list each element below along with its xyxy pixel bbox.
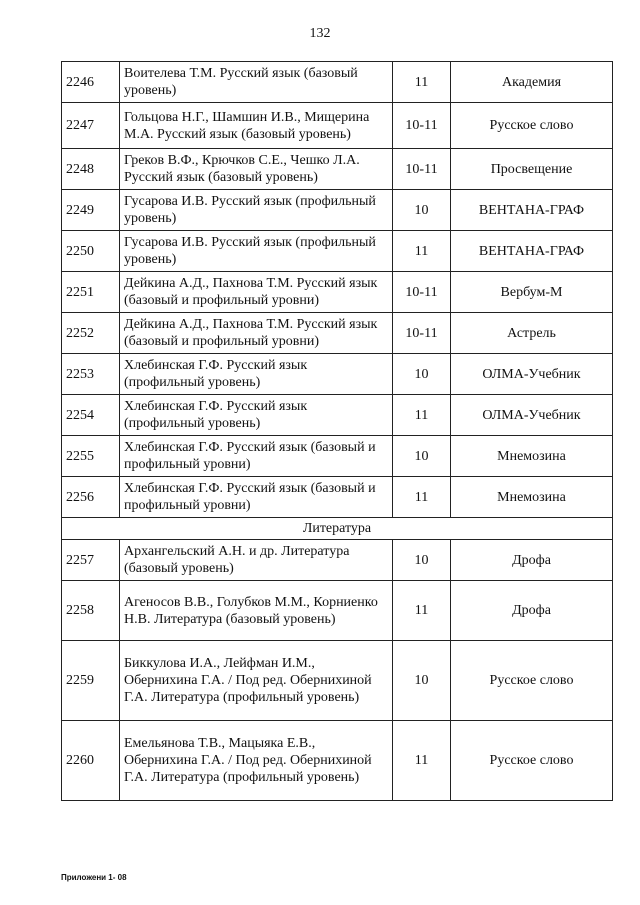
item-publisher: Мнемозина: [451, 436, 613, 477]
item-grade: 10-11: [393, 272, 451, 313]
item-title: Греков В.Ф., Крючков С.Е., Чешко Л.А. Русский язык (базовый уровень): [120, 149, 393, 190]
item-grade: 10-11: [393, 149, 451, 190]
table-row: [62, 721, 613, 801]
item-publisher: ОЛМА-Учебник: [451, 354, 613, 395]
item-publisher: Русское слово: [451, 721, 613, 801]
item-grade: 11: [393, 62, 451, 103]
table-row: [62, 436, 613, 477]
table-row: [62, 103, 613, 149]
table-row: [62, 477, 613, 518]
item-number: 2257: [62, 540, 120, 581]
item-publisher: ВЕНТАНА-ГРАФ: [451, 190, 613, 231]
item-title: Дейкина А.Д., Пахнова Т.М. Русский язык (базовый и профильный уровни): [120, 313, 393, 354]
item-grade: 10: [393, 641, 451, 721]
section-title: Литература: [62, 518, 613, 540]
item-number: 2250: [62, 231, 120, 272]
item-grade: 10: [393, 354, 451, 395]
table-row: [62, 395, 613, 436]
table-row: [62, 540, 613, 581]
table-row: [62, 354, 613, 395]
item-publisher: ВЕНТАНА-ГРАФ: [451, 231, 613, 272]
footer-note: Приложени 1- 08: [61, 873, 127, 882]
item-publisher: Дрофа: [451, 581, 613, 641]
item-grade: 11: [393, 581, 451, 641]
item-grade: 11: [393, 477, 451, 518]
item-number: 2259: [62, 641, 120, 721]
item-grade: 10: [393, 540, 451, 581]
item-number: 2246: [62, 62, 120, 103]
item-title: Хлебинская Г.Ф. Русский язык (базовый и профильный уровни): [120, 477, 393, 518]
item-grade: 11: [393, 395, 451, 436]
item-title: Гольцова Н.Г., Шамшин И.В., Мищерина М.А. Русский язык (базовый уровень): [120, 103, 393, 149]
table-body: [62, 62, 613, 801]
item-publisher: Академия: [451, 62, 613, 103]
item-publisher: Русское слово: [451, 103, 613, 149]
item-title: Дейкина А.Д., Пахнова Т.М. Русский язык (базовый и профильный уровни): [120, 272, 393, 313]
item-grade: 10: [393, 436, 451, 477]
item-grade: 10-11: [393, 313, 451, 354]
item-number: 2254: [62, 395, 120, 436]
item-publisher: Мнемозина: [451, 477, 613, 518]
item-number: 2251: [62, 272, 120, 313]
item-publisher: Астрель: [451, 313, 613, 354]
item-title: Хлебинская Г.Ф. Русский язык (базовый и профильный уровни): [120, 436, 393, 477]
item-grade: 10: [393, 190, 451, 231]
item-number: 2253: [62, 354, 120, 395]
item-title: Хлебинская Г.Ф. Русский язык (профильный уровень): [120, 354, 393, 395]
item-number: 2255: [62, 436, 120, 477]
item-publisher: Дрофа: [451, 540, 613, 581]
item-title: Хлебинская Г.Ф. Русский язык (профильный уровень): [120, 395, 393, 436]
item-title: Гусарова И.В. Русский язык (профильный уровень): [120, 231, 393, 272]
item-publisher: Русское слово: [451, 641, 613, 721]
item-title: Архангельский А.Н. и др. Литература (базовый уровень): [120, 540, 393, 581]
item-number: 2258: [62, 581, 120, 641]
item-title: Биккулова И.А., Лейфман И.М., Обернихина Г.А. / Под ред. Обернихиной Г.А. Литература (профильный уровень): [120, 641, 393, 721]
table-row: [62, 581, 613, 641]
table-row: [62, 272, 613, 313]
table-row: [62, 149, 613, 190]
item-publisher: Просвещение: [451, 149, 613, 190]
item-title: Агеносов В.В., Голубков М.М., Корниенко Н.В. Литература (базовый уровень): [120, 581, 393, 641]
item-publisher: Вербум-М: [451, 272, 613, 313]
item-number: 2247: [62, 103, 120, 149]
item-grade: 11: [393, 721, 451, 801]
section-row: [62, 518, 613, 540]
item-number: 2249: [62, 190, 120, 231]
item-grade: 10-11: [393, 103, 451, 149]
textbook-table: [61, 61, 613, 801]
item-title: Емельянова Т.В., Мацыяка Е.В., Обернихина Г.А. / Под ред. Обернихиной Г.А. Литература (профильный уровень): [120, 721, 393, 801]
item-number: 2248: [62, 149, 120, 190]
item-publisher: ОЛМА-Учебник: [451, 395, 613, 436]
table-row: [62, 641, 613, 721]
table-row: [62, 313, 613, 354]
table-row: [62, 231, 613, 272]
item-title: Воителева Т.М. Русский язык (базовый уровень): [120, 62, 393, 103]
item-title: Гусарова И.В. Русский язык (профильный уровень): [120, 190, 393, 231]
item-number: 2260: [62, 721, 120, 801]
item-number: 2256: [62, 477, 120, 518]
item-grade: 11: [393, 231, 451, 272]
item-number: 2252: [62, 313, 120, 354]
table-row: [62, 62, 613, 103]
page-number: 132: [309, 26, 331, 41]
table-row: [62, 190, 613, 231]
